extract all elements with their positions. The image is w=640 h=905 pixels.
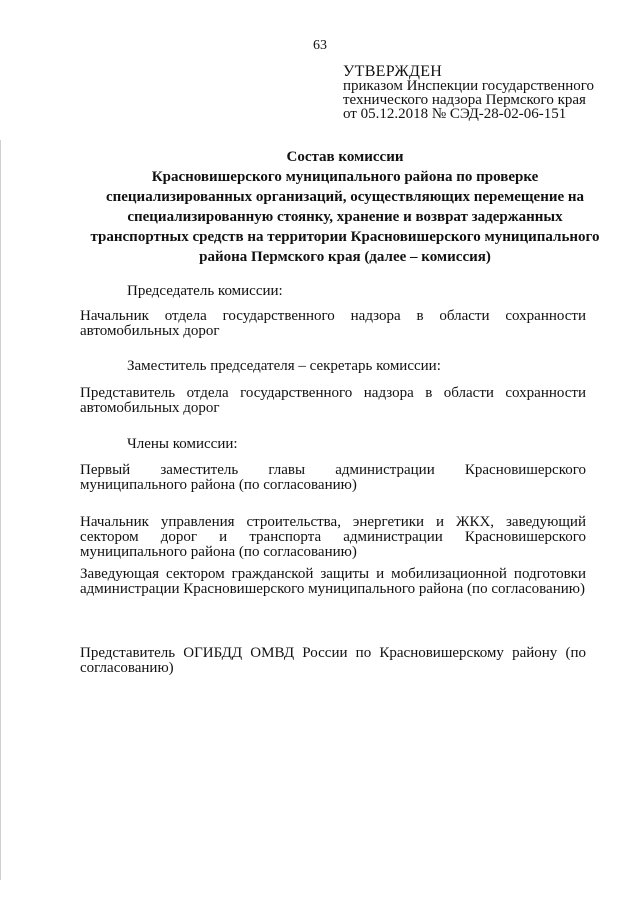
member-item: Заведующая сектором гражданской защиты и мобилизационной подготовки администрации Красновишерского муниципального района (по согласованию) — [80, 566, 586, 597]
title-line: Красновишерского муниципального района по проверке — [151, 169, 539, 185]
chair-heading: Председатель комиссии: — [127, 283, 283, 299]
member-item: Первый заместитель главы администрации Красновишерского муниципального района (по согласованию) — [80, 462, 586, 493]
approved-label: УТВЕРЖДЕН — [343, 63, 443, 80]
page-number: 63 — [313, 38, 327, 53]
scan-edge-line — [0, 140, 1, 880]
approval-line-1: приказом Инспекции государственного — [343, 78, 595, 94]
member-item: Начальник управления строительства, энергетики и ЖКХ, заведующий сектором дорог и транспорта администрации Красновишерского муниципального района (по согласованию) — [80, 514, 586, 560]
title-line: транспортных средств на территории Красновишерского муниципального — [90, 229, 600, 245]
title-line: специализированную стоянку, хранение и возврат задержанных — [127, 209, 563, 225]
deputy-heading: Заместитель председателя – секретарь комиссии: — [127, 358, 441, 374]
approval-line-2: технического надзора Пермского края — [343, 92, 586, 108]
members-heading: Члены комиссии: — [127, 436, 238, 452]
approval-line-3: от 05.12.2018 № СЭД-28-02-06-151 — [343, 106, 567, 122]
title-line: Состав комиссии — [286, 149, 404, 165]
approval-stamp-block — [343, 65, 594, 121]
member-item: Представитель ОГИБДД ОМВД России по Красновишерскому району (по согласованию) — [80, 645, 586, 676]
chair-text: Начальник отдела государственного надзора в области сохранности автомобильных дорог — [80, 308, 586, 339]
title-line: района Пермского края (далее – комиссия) — [199, 249, 491, 265]
deputy-text: Представитель отдела государственного надзора в области сохранности автомобильных дорог — [80, 385, 586, 416]
title-line: специализированных организаций, осуществляющих перемещение на — [105, 189, 585, 205]
document-title — [70, 147, 620, 267]
